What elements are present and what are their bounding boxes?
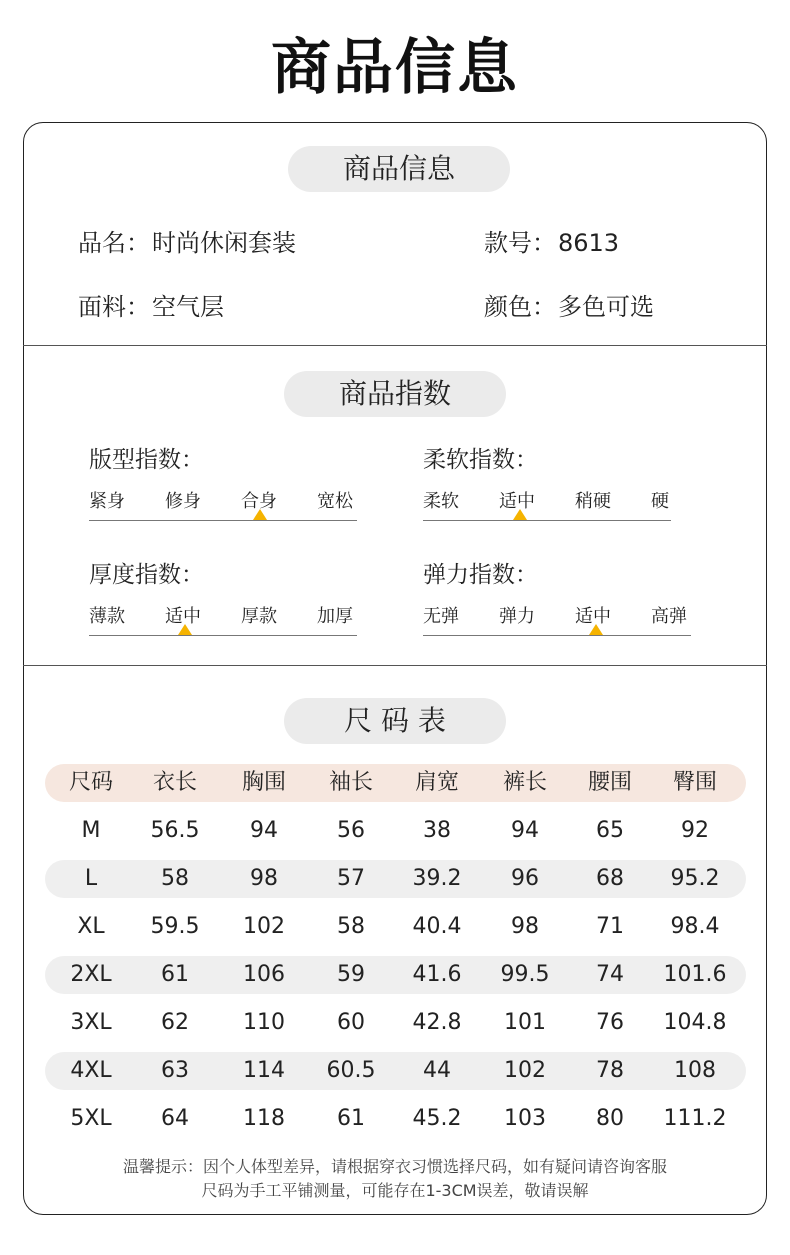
scale-option: 高弹 — [651, 606, 687, 627]
index-scale-fit — [89, 487, 357, 527]
index-scale-thickness — [89, 602, 357, 642]
scale-option: 无弹 — [423, 606, 459, 627]
size-section-heading: 尺 码 表 — [284, 698, 506, 744]
table-cell: 40.4 — [412, 914, 462, 939]
table-cell: 76 — [596, 1010, 624, 1035]
info-field-value: 空气层 — [152, 293, 224, 321]
scale-option: 修身 — [165, 491, 201, 512]
table-header-cell: 臀围 — [672, 770, 717, 795]
table-header-cell: 尺码 — [68, 770, 113, 795]
table-cell: 108 — [674, 1058, 716, 1083]
table-cell: 57 — [337, 866, 365, 891]
scale-option: 薄款 — [89, 606, 125, 627]
table-cell: 80 — [596, 1106, 624, 1131]
table-row — [45, 1052, 746, 1090]
table-row — [45, 956, 746, 994]
table-cell: 61 — [337, 1106, 365, 1131]
table-row — [45, 812, 746, 850]
table-row — [45, 908, 746, 946]
table-cell: 60 — [337, 1010, 365, 1035]
info-section-heading: 商品信息 — [288, 146, 510, 192]
scale-option: 加厚 — [317, 606, 353, 627]
scale-option: 厚款 — [241, 606, 277, 627]
table-cell: 68 — [596, 866, 624, 891]
table-cell: 99.5 — [500, 962, 550, 987]
scale-option: 紧身 — [89, 491, 125, 512]
table-header-cell: 腰围 — [587, 770, 632, 795]
table-cell: 101 — [504, 1010, 546, 1035]
table-cell: 65 — [596, 818, 624, 843]
table-cell: 94 — [250, 818, 278, 843]
table-cell: 59.5 — [150, 914, 200, 939]
table-row — [45, 860, 746, 898]
info-field-style-no — [484, 223, 619, 258]
info-field-value: 多色可选 — [558, 293, 654, 321]
table-cell: 60.5 — [326, 1058, 376, 1083]
info-field-name — [78, 223, 296, 258]
scale-option: 适中 — [165, 606, 201, 627]
table-cell: 92 — [681, 818, 709, 843]
table-cell: 102 — [504, 1058, 546, 1083]
index-section-heading: 商品指数 — [284, 371, 506, 417]
index-scale-elasticity — [423, 602, 691, 642]
table-cell: 104.8 — [663, 1010, 727, 1035]
info-field-fabric — [78, 287, 224, 322]
table-cell: 98.4 — [670, 914, 720, 939]
size-note-line-2: 尺码为手工平铺测量，可能存在1-3CM误差，敬请误解 — [201, 1181, 589, 1200]
table-cell: 95.2 — [670, 866, 720, 891]
selected-marker-icon — [589, 624, 603, 635]
table-cell: 45.2 — [412, 1106, 462, 1131]
table-cell: 78 — [596, 1058, 624, 1083]
scale-option: 弹力 — [499, 606, 535, 627]
table-cell: 102 — [243, 914, 285, 939]
table-cell: 98 — [250, 866, 278, 891]
table-header-cell: 胸围 — [241, 770, 286, 795]
index-title-elasticity: 弹力指数： — [423, 562, 538, 588]
table-cell: M — [81, 818, 101, 843]
table-cell: 64 — [161, 1106, 189, 1131]
table-cell: 56.5 — [150, 818, 200, 843]
index-title-softness: 柔软指数： — [423, 447, 538, 473]
info-field-label: 面料： — [78, 293, 150, 321]
info-field-label: 颜色： — [484, 293, 556, 321]
scale-option: 适中 — [499, 491, 535, 512]
table-cell: 62 — [161, 1010, 189, 1035]
table-cell: 38 — [423, 818, 451, 843]
table-header-cell: 裤长 — [502, 770, 547, 795]
table-cell: 58 — [161, 866, 189, 891]
table-cell: 5XL — [70, 1106, 112, 1131]
table-cell: 41.6 — [412, 962, 462, 987]
table-cell: 71 — [596, 914, 624, 939]
table-cell: 44 — [423, 1058, 451, 1083]
table-cell: 101.6 — [663, 962, 727, 987]
table-cell: 74 — [596, 962, 624, 987]
table-header-cell: 衣长 — [152, 770, 197, 795]
info-field-value: 8613 — [558, 229, 620, 257]
table-cell: 56 — [337, 818, 365, 843]
table-cell: 59 — [337, 962, 365, 987]
table-cell: 111.2 — [663, 1106, 727, 1131]
section-divider — [23, 345, 767, 346]
scale-option: 合身 — [241, 491, 277, 512]
page-title: 商品信息 — [271, 33, 519, 103]
info-field-label: 品名： — [78, 229, 150, 257]
table-header-cell: 肩宽 — [414, 770, 459, 795]
scale-option: 宽松 — [317, 491, 353, 512]
size-note-line-1: 温馨提示：因个人体型差异，请根据穿衣习惯选择尺码，如有疑问请咨询客服 — [122, 1157, 667, 1176]
table-cell: 63 — [161, 1058, 189, 1083]
table-cell: 118 — [243, 1106, 285, 1131]
table-cell: 114 — [243, 1058, 285, 1083]
table-cell: 39.2 — [412, 866, 462, 891]
table-cell: 96 — [511, 866, 539, 891]
scale-line — [89, 635, 357, 636]
section-divider — [23, 665, 767, 666]
scale-option: 硬 — [651, 491, 669, 512]
table-row — [45, 1004, 746, 1042]
selected-marker-icon — [253, 509, 267, 520]
info-field-label: 款号： — [484, 229, 556, 257]
table-cell: 4XL — [70, 1058, 112, 1083]
table-cell: 110 — [243, 1010, 285, 1035]
table-cell: 2XL — [70, 962, 112, 987]
index-scale-softness — [423, 487, 671, 527]
info-field-value: 时尚休闲套装 — [152, 229, 296, 257]
table-row — [45, 1100, 746, 1138]
scale-option: 柔软 — [423, 491, 459, 512]
table-cell: XL — [77, 914, 105, 939]
size-table — [45, 764, 746, 1148]
table-cell: 58 — [337, 914, 365, 939]
table-cell: 3XL — [70, 1010, 112, 1035]
table-cell: 42.8 — [412, 1010, 462, 1035]
table-cell: L — [84, 866, 98, 891]
selected-marker-icon — [178, 624, 192, 635]
table-cell: 103 — [504, 1106, 546, 1131]
table-header-cell: 袖长 — [328, 770, 373, 795]
scale-option: 适中 — [575, 606, 611, 627]
index-title-thickness: 厚度指数： — [89, 562, 204, 588]
scale-line — [423, 520, 671, 521]
scale-option: 稍硬 — [575, 491, 611, 512]
table-header-row — [45, 764, 746, 802]
table-cell: 98 — [511, 914, 539, 939]
selected-marker-icon — [513, 509, 527, 520]
table-cell: 106 — [243, 962, 285, 987]
info-field-color — [484, 287, 654, 322]
table-cell: 94 — [511, 818, 539, 843]
scale-line — [423, 635, 691, 636]
table-cell: 61 — [161, 962, 189, 987]
scale-line — [89, 520, 357, 521]
index-title-fit: 版型指数： — [89, 447, 204, 473]
